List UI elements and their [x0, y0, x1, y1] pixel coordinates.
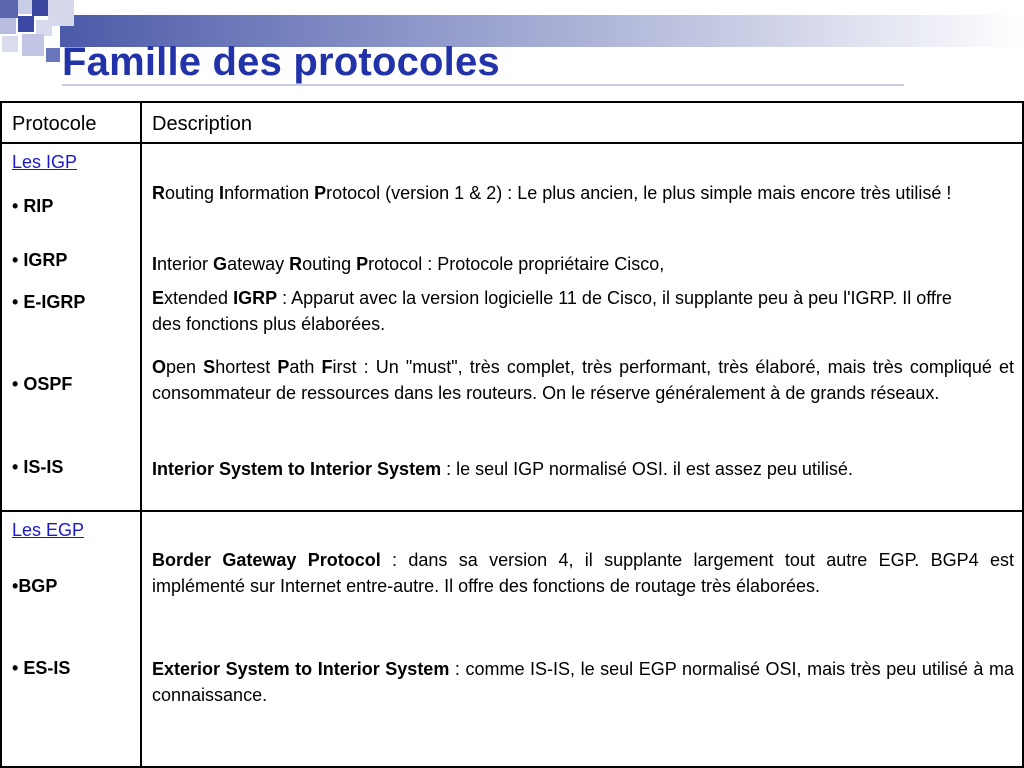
- egp-group-link[interactable]: Les EGP: [12, 520, 85, 540]
- protocol-eigrp: • E-IGRP: [12, 292, 86, 312]
- page-title: Famille des protocoles: [62, 40, 500, 84]
- deco-square: [0, 0, 18, 18]
- header-description: Description: [152, 113, 253, 135]
- bgp-description: Border Gateway Protocol : dans sa version 4, il supplante largement tout autre EGP. BGP4 est implémenté sur Internet entre-autre. Il offre des fonctions de routage très élaborées.: [152, 550, 1014, 596]
- esis-description: Exterior System to Interior System : comme IS-IS, le seul EGP normalisé OSI, mais très peu utilisé à ma connaissance.: [152, 659, 1014, 705]
- header-decoration: [0, 0, 1024, 90]
- header-protocol: Protocole: [12, 113, 97, 135]
- igrp-description: Interior Gateway Routing Protocol : Protocole propriétaire Cisco,: [152, 254, 665, 274]
- protocol-isis: • IS-IS: [12, 457, 64, 477]
- igp-section-row: [2, 144, 1022, 512]
- protocol-rip: • RIP: [12, 196, 54, 216]
- protocol-ospf: • OSPF: [12, 374, 73, 394]
- deco-square: [46, 48, 60, 62]
- eigrp-description: Extended IGRP : Apparut avec la version logicielle 11 de Cisco, il supplante peu à peu l'IGRP. Il offre des fonctions plus élaborées.: [152, 288, 952, 334]
- deco-square: [22, 34, 44, 56]
- deco-square: [2, 36, 18, 52]
- deco-square: [18, 0, 32, 14]
- isis-description: Interior System to Interior System : le seul IGP normalisé OSI. il est assez peu utilisé.: [152, 459, 853, 479]
- deco-square: [32, 0, 48, 16]
- deco-square: [0, 18, 16, 34]
- protocol-igrp: • IGRP: [12, 250, 68, 270]
- title-underline: [62, 84, 904, 86]
- table-header-row: [2, 103, 1022, 144]
- protocol-table: [0, 101, 1024, 768]
- ospf-description: Open Shortest Path First : Un "must", très complet, très performant, très élaboré, mais très compliqué et consommateur de ressources dans les routeurs. On le réserve généralement à de grands réseaux.: [152, 357, 1014, 403]
- rip-description: Routing Information Protocol (version 1 & 2) : Le plus ancien, le plus simple mais encore très utilisé !: [152, 183, 952, 203]
- protocol-bgp: •BGP: [12, 576, 58, 596]
- protocol-esis: • ES-IS: [12, 658, 71, 678]
- egp-section-row: [2, 512, 1022, 766]
- deco-square: [18, 16, 34, 32]
- igp-group-link[interactable]: Les IGP: [12, 152, 78, 172]
